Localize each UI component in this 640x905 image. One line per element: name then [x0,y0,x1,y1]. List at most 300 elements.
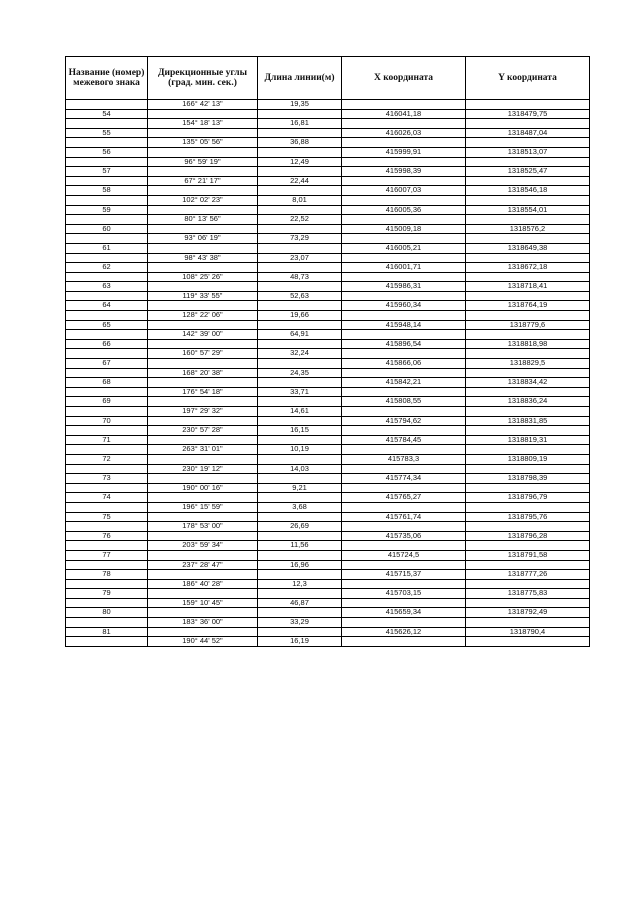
point-row [66,608,590,618]
segment-row [66,483,590,493]
point-name: 66 [66,339,148,349]
segment-length: 19,66 [258,311,342,321]
point-y: 1318525,47 [466,167,590,177]
segment-spacer [342,311,466,321]
segment-angle: 168° 20' 38" [148,368,258,378]
segment-angle: 183° 36' 00" [148,618,258,628]
point-x: 415986,31 [342,282,466,292]
point-y: 1318796,79 [466,493,590,503]
segment-spacer [342,157,466,167]
point-spacer [148,531,258,541]
segment-spacer [342,407,466,417]
point-row [66,167,590,177]
segment-spacer [66,234,148,244]
segment-spacer [466,579,590,589]
segment-spacer [342,541,466,551]
point-y: 1318718,41 [466,282,590,292]
point-y: 1318831,85 [466,416,590,426]
segment-row [66,291,590,301]
segment-spacer [466,176,590,186]
point-x: 415783,3 [342,454,466,464]
point-name: 71 [66,435,148,445]
point-name: 63 [66,282,148,292]
segment-spacer [66,272,148,282]
point-spacer [148,627,258,637]
segment-length: 10,19 [258,445,342,455]
segment-row [66,579,590,589]
segment-row [66,157,590,167]
segment-spacer [66,157,148,167]
point-x: 415948,14 [342,320,466,330]
segment-spacer [66,100,148,110]
segment-spacer [342,119,466,129]
segment-length: 8,01 [258,195,342,205]
point-spacer [258,493,342,503]
point-name: 64 [66,301,148,311]
point-x: 416005,21 [342,243,466,253]
point-row [66,109,590,119]
point-y: 1318775,83 [466,589,590,599]
segment-spacer [466,330,590,340]
point-row [66,627,590,637]
segment-length: 46,87 [258,598,342,608]
point-spacer [258,378,342,388]
point-name: 62 [66,263,148,273]
segment-length: 19,35 [258,100,342,110]
segment-row [66,311,590,321]
segment-spacer [466,195,590,205]
segment-spacer [66,560,148,570]
segment-length: 36,88 [258,138,342,148]
point-x: 415715,37 [342,570,466,580]
point-row [66,589,590,599]
segment-length: 26,69 [258,522,342,532]
segment-angle: 142° 39' 00" [148,330,258,340]
segment-spacer [66,426,148,436]
segment-spacer [342,502,466,512]
segment-row [66,100,590,110]
segment-spacer [342,100,466,110]
point-spacer [258,243,342,253]
segment-length: 16,81 [258,119,342,129]
point-y: 1318576,2 [466,224,590,234]
segment-angle: 102° 02' 23" [148,195,258,205]
point-name: 70 [66,416,148,426]
segment-spacer [466,234,590,244]
segment-length: 16,19 [258,637,342,647]
segment-length: 32,24 [258,349,342,359]
segment-spacer [66,215,148,225]
segment-angle: 186° 40' 28" [148,579,258,589]
survey-table [65,56,590,647]
point-row [66,512,590,522]
segment-spacer [466,368,590,378]
point-spacer [148,109,258,119]
header-y: Y координата [466,57,590,100]
point-spacer [148,205,258,215]
segment-length: 22,44 [258,176,342,186]
segment-length: 12,3 [258,579,342,589]
segment-spacer [342,522,466,532]
point-spacer [258,474,342,484]
point-y: 1318796,28 [466,531,590,541]
point-row [66,570,590,580]
segment-row [66,407,590,417]
point-name: 81 [66,627,148,637]
segment-spacer [342,215,466,225]
segment-spacer [66,311,148,321]
segment-angle: 166° 42' 13" [148,100,258,110]
segment-angle: 160° 57' 29" [148,349,258,359]
segment-spacer [66,541,148,551]
segment-spacer [342,368,466,378]
segment-angle: 190° 00' 16" [148,483,258,493]
segment-spacer [466,445,590,455]
segment-row [66,464,590,474]
point-spacer [258,570,342,580]
point-spacer [148,243,258,253]
point-spacer [148,416,258,426]
segment-spacer [466,119,590,129]
segment-angle: 196° 15' 59" [148,502,258,512]
point-y: 1318649,38 [466,243,590,253]
point-name: 79 [66,589,148,599]
segment-angle: 178° 53' 00" [148,522,258,532]
segment-row [66,618,590,628]
point-row [66,531,590,541]
point-spacer [258,397,342,407]
point-spacer [148,282,258,292]
point-x: 415794,62 [342,416,466,426]
point-x: 415998,39 [342,167,466,177]
segment-spacer [466,311,590,321]
point-x: 415626,12 [342,627,466,637]
segment-length: 22,52 [258,215,342,225]
point-x: 416005,36 [342,205,466,215]
point-y: 1318792,49 [466,608,590,618]
segment-row [66,368,590,378]
point-row [66,243,590,253]
point-spacer [148,147,258,157]
table-body [66,100,590,647]
segment-spacer [66,637,148,647]
survey-table-container [65,56,589,647]
point-row [66,416,590,426]
point-name: 75 [66,512,148,522]
segment-spacer [66,407,148,417]
point-y: 1318479,75 [466,109,590,119]
point-y: 1318798,39 [466,474,590,484]
segment-length: 64,91 [258,330,342,340]
point-spacer [148,128,258,138]
segment-spacer [466,100,590,110]
point-x: 415960,34 [342,301,466,311]
point-spacer [148,301,258,311]
point-name: 78 [66,570,148,580]
point-row [66,205,590,215]
segment-spacer [66,522,148,532]
segment-length: 11,56 [258,541,342,551]
segment-row [66,349,590,359]
point-x: 415735,06 [342,531,466,541]
segment-angle: 96° 59' 19" [148,157,258,167]
segment-angle: 197° 29' 32" [148,407,258,417]
point-x: 415765,27 [342,493,466,503]
segment-angle: 93° 06' 19" [148,234,258,244]
header-angle: Дирекционные углы (град. мин. сек.) [148,57,258,100]
point-spacer [148,378,258,388]
segment-spacer [66,330,148,340]
point-row [66,224,590,234]
segment-row [66,272,590,282]
segment-length: 73,29 [258,234,342,244]
segment-spacer [466,560,590,570]
point-x: 416001,71 [342,263,466,273]
point-name: 59 [66,205,148,215]
point-spacer [148,263,258,273]
segment-spacer [66,387,148,397]
point-y: 1318809,19 [466,454,590,464]
header-row [66,57,590,100]
segment-angle: 176° 54' 18" [148,387,258,397]
point-x: 416007,03 [342,186,466,196]
point-name: 74 [66,493,148,503]
segment-spacer [466,598,590,608]
point-y: 1318818,98 [466,339,590,349]
point-row [66,147,590,157]
point-name: 68 [66,378,148,388]
point-name: 57 [66,167,148,177]
segment-spacer [466,138,590,148]
segment-length: 14,61 [258,407,342,417]
segment-length: 16,15 [258,426,342,436]
point-spacer [258,147,342,157]
segment-angle: 67° 21' 17" [148,176,258,186]
point-row [66,263,590,273]
point-row [66,359,590,369]
point-spacer [258,550,342,560]
point-x: 415999,91 [342,147,466,157]
segment-spacer [66,368,148,378]
point-row [66,282,590,292]
point-spacer [148,167,258,177]
point-row [66,454,590,464]
segment-spacer [66,349,148,359]
point-y: 1318513,07 [466,147,590,157]
segment-length: 9,21 [258,483,342,493]
point-name: 58 [66,186,148,196]
point-x: 415784,45 [342,435,466,445]
point-y: 1318790,4 [466,627,590,637]
point-spacer [258,531,342,541]
point-name: 60 [66,224,148,234]
segment-row [66,119,590,129]
segment-spacer [342,291,466,301]
segment-spacer [466,541,590,551]
segment-row [66,560,590,570]
segment-spacer [66,253,148,263]
point-x: 416041,18 [342,109,466,119]
point-y: 1318777,26 [466,570,590,580]
segment-length: 14,03 [258,464,342,474]
point-y: 1318834,42 [466,378,590,388]
segment-spacer [342,349,466,359]
point-name: 54 [66,109,148,119]
segment-angle: 263° 31' 01" [148,445,258,455]
segment-spacer [66,598,148,608]
point-spacer [258,589,342,599]
segment-spacer [66,195,148,205]
segment-row [66,138,590,148]
segment-angle: 203° 59' 34" [148,541,258,551]
segment-spacer [342,560,466,570]
segment-row [66,541,590,551]
segment-spacer [342,253,466,263]
point-x: 415808,55 [342,397,466,407]
segment-spacer [342,387,466,397]
point-name: 67 [66,359,148,369]
segment-spacer [466,637,590,647]
point-x: 415659,34 [342,608,466,618]
point-y: 1318819,31 [466,435,590,445]
point-row [66,493,590,503]
segment-spacer [66,618,148,628]
point-x: 415842,21 [342,378,466,388]
point-name: 65 [66,320,148,330]
segment-spacer [466,464,590,474]
segment-spacer [342,618,466,628]
point-spacer [148,224,258,234]
segment-spacer [66,291,148,301]
point-spacer [258,416,342,426]
segment-spacer [342,637,466,647]
segment-length: 52,63 [258,291,342,301]
point-name: 56 [66,147,148,157]
point-spacer [148,493,258,503]
segment-length: 24,35 [258,368,342,378]
point-name: 73 [66,474,148,484]
segment-row [66,330,590,340]
point-x: 415724,5 [342,550,466,560]
point-spacer [258,627,342,637]
segment-spacer [342,426,466,436]
point-y: 1318672,18 [466,263,590,273]
point-spacer [148,474,258,484]
point-x: 416026,03 [342,128,466,138]
point-spacer [258,359,342,369]
segment-spacer [466,522,590,532]
segment-row [66,234,590,244]
segment-spacer [66,138,148,148]
segment-row [66,387,590,397]
segment-angle: 154° 18' 13" [148,119,258,129]
segment-angle: 230° 57' 28" [148,426,258,436]
segment-spacer [342,483,466,493]
point-name: 80 [66,608,148,618]
segment-spacer [342,234,466,244]
point-spacer [258,512,342,522]
segment-spacer [66,464,148,474]
point-spacer [258,224,342,234]
segment-angle: 108° 25' 26" [148,272,258,282]
point-y: 1318779,6 [466,320,590,330]
point-spacer [258,128,342,138]
point-row [66,339,590,349]
point-x: 415866,06 [342,359,466,369]
point-x: 415774,34 [342,474,466,484]
segment-row [66,176,590,186]
segment-length: 33,71 [258,387,342,397]
segment-spacer [66,176,148,186]
point-y: 1318836,24 [466,397,590,407]
segment-row [66,598,590,608]
segment-spacer [466,253,590,263]
segment-spacer [466,407,590,417]
segment-row [66,195,590,205]
segment-spacer [342,445,466,455]
segment-row [66,637,590,647]
segment-row [66,502,590,512]
point-y: 1318546,18 [466,186,590,196]
point-spacer [258,263,342,273]
segment-angle: 128° 22' 06" [148,311,258,321]
point-row [66,550,590,560]
point-name: 69 [66,397,148,407]
segment-spacer [342,272,466,282]
point-spacer [258,454,342,464]
point-spacer [148,186,258,196]
header-x: X координата [342,57,466,100]
segment-spacer [466,215,590,225]
point-spacer [258,109,342,119]
point-spacer [258,186,342,196]
point-x: 415703,15 [342,589,466,599]
segment-angle: 119° 33' 55" [148,291,258,301]
segment-spacer [66,579,148,589]
point-spacer [258,167,342,177]
point-row [66,186,590,196]
point-x: 415009,18 [342,224,466,234]
segment-angle: 98° 43' 38" [148,253,258,263]
point-spacer [148,435,258,445]
segment-spacer [466,618,590,628]
point-spacer [258,608,342,618]
point-row [66,301,590,311]
segment-spacer [466,157,590,167]
segment-spacer [342,579,466,589]
segment-angle: 190° 44' 52" [148,637,258,647]
segment-length: 3,68 [258,502,342,512]
point-spacer [148,397,258,407]
point-y: 1318487,04 [466,128,590,138]
point-spacer [148,339,258,349]
point-row [66,397,590,407]
segment-spacer [66,445,148,455]
point-row [66,320,590,330]
point-spacer [258,205,342,215]
point-spacer [148,589,258,599]
point-spacer [148,570,258,580]
point-spacer [148,320,258,330]
segment-row [66,445,590,455]
segment-row [66,426,590,436]
point-spacer [258,320,342,330]
point-x: 415896,54 [342,339,466,349]
segment-spacer [342,464,466,474]
segment-spacer [342,138,466,148]
segment-length: 33,29 [258,618,342,628]
point-y: 1318829,5 [466,359,590,369]
